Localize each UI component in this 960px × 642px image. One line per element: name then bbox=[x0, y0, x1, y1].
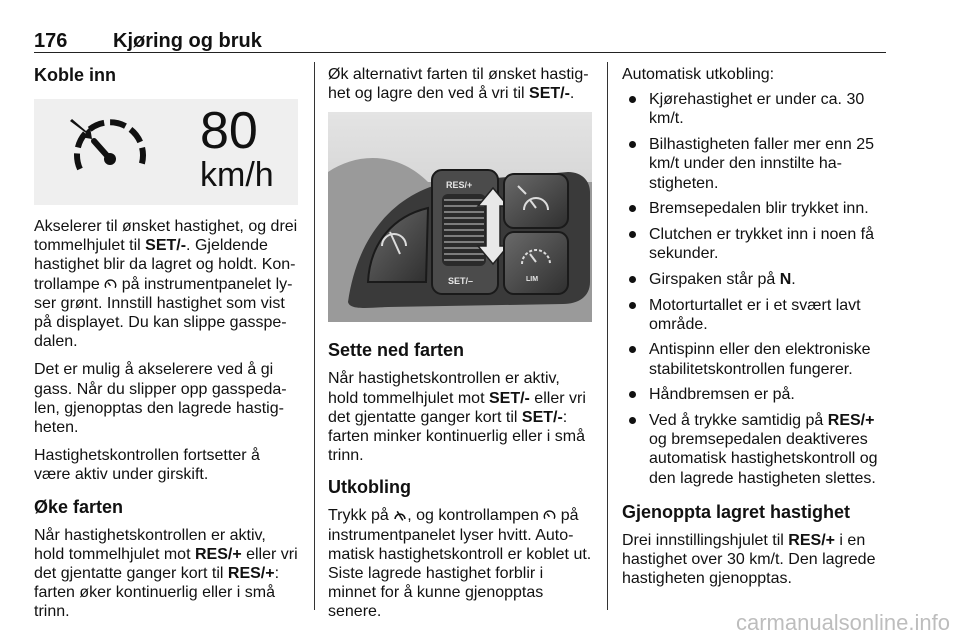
list-item: Håndbremsen er på. bbox=[622, 385, 886, 404]
column-divider-2 bbox=[607, 62, 608, 610]
page-title: Kjøring og bruk bbox=[113, 30, 262, 52]
column-divider-1 bbox=[314, 62, 315, 610]
column-2 bbox=[328, 65, 592, 631]
watermark: carmanualsonline.info bbox=[735, 610, 950, 635]
section-heading-koble-inn: Koble inn bbox=[34, 65, 116, 85]
speed-unit: km/h bbox=[200, 156, 274, 194]
list-item: Ved å trykke samtidig på RES/+ og bremsepedalen deaktiveres automatisk hastighetskontroll og den lagrede hastigheten slettes. bbox=[622, 411, 886, 488]
column-1 bbox=[34, 65, 300, 631]
list-item: Clutchen er trykket inn i noen få sekunder. bbox=[622, 225, 886, 263]
paragraph-gjenoppta: Drei innstillingshjulet til RES/+ i en hastighet over 30 km/t. Den lagrede hastigheten gjenopptas. bbox=[622, 531, 876, 588]
cruise-control-icon bbox=[60, 103, 160, 203]
section-heading-utkobling: Utkobling bbox=[328, 477, 411, 498]
header-rule bbox=[34, 52, 886, 53]
paragraph-utkobling: Trykk på , og kontrollampen på instrumentpanelet lyser hvitt. Automatisk hastighetskontroll er koblet ut. Siste lagrede hastighet forblir i minnet for å kunne gjenopptas senere. bbox=[328, 507, 592, 621]
list-item: Motorturtallet er i et svært lavt område. bbox=[622, 296, 886, 334]
paragraph-sette-ned-farten: Når hastighetskontrollen er aktiv, hold tommelhjulet mot SET/- eller vri det gjentatte ganger kort til SET/-: farten minker kontinuerlig eller i små trinn. bbox=[328, 370, 586, 465]
cruise-indicator-icon bbox=[104, 278, 117, 291]
list-item: Bremsepedalen blir trykket inn. bbox=[622, 199, 886, 218]
paragraph-koble-inn: Akselerer til ønsket hastighet, og drei tommelhjulet til SET/-. Gjeldende hastighet blir da lagret og holdt. Kontrollampe på instrumentpanelet lyser grønt. Innstill hastighet som vist på displayet. Du kan slippe gasspedalen. bbox=[34, 218, 298, 351]
page-number: 176 bbox=[34, 30, 68, 52]
set-label: SET/– bbox=[448, 276, 474, 287]
list-item: Antispinn eller den elektroniske stabilitetskontrollen fungerer. bbox=[622, 340, 886, 378]
list-item: Girspaken står på N. bbox=[622, 270, 886, 289]
paragraph-automatisk-utkobling: Automatisk utkobling: bbox=[622, 66, 775, 83]
section-heading-oke-farten: Øke farten bbox=[34, 496, 124, 517]
cruise-indicator-icon bbox=[543, 509, 556, 522]
paragraph-alternativ: Øk alternativt farten til ønsket hastighet og lagre den ved å vri til SET/-. bbox=[328, 66, 589, 103]
paragraph-akselerere: Det er mulig å akselerere ved å gi gass. Når du slipper opp gasspedalen, gjenopptas den lagrede hastigheten. bbox=[34, 361, 287, 437]
column-3 bbox=[622, 65, 886, 597]
cancel-button-icon bbox=[393, 509, 407, 522]
cruise-on-button-shape bbox=[504, 174, 568, 228]
list-item: Bilhastigheten faller mer enn 25 km/t under den innstilte hastigheten. bbox=[622, 135, 886, 193]
steering-wheel-controls-figure bbox=[328, 112, 592, 322]
speed-value: 80 bbox=[200, 102, 258, 160]
section-heading-gjenoppta: Gjenoppta lagret hastighet bbox=[622, 501, 851, 522]
auto-disengage-list bbox=[622, 90, 886, 488]
paragraph-girskift: Hastighetskontrollen fortsetter å være aktiv under girskift. bbox=[34, 447, 260, 484]
section-heading-sette-ned-farten: Sette ned farten bbox=[328, 340, 465, 361]
lim-label: LIM bbox=[526, 276, 539, 284]
paragraph-oke-farten: Når hastighetskontrollen er aktiv, hold tommelhjulet mot RES/+ eller vri det gjentatte ganger kort til RES/+: farten øker kontinuerlig eller i små trinn. bbox=[34, 526, 298, 621]
cruise-control-display-figure bbox=[34, 99, 298, 205]
res-label: RES/+ bbox=[446, 180, 473, 191]
list-item: Kjørehastighet er under ca. 30 km/t. bbox=[622, 90, 886, 128]
